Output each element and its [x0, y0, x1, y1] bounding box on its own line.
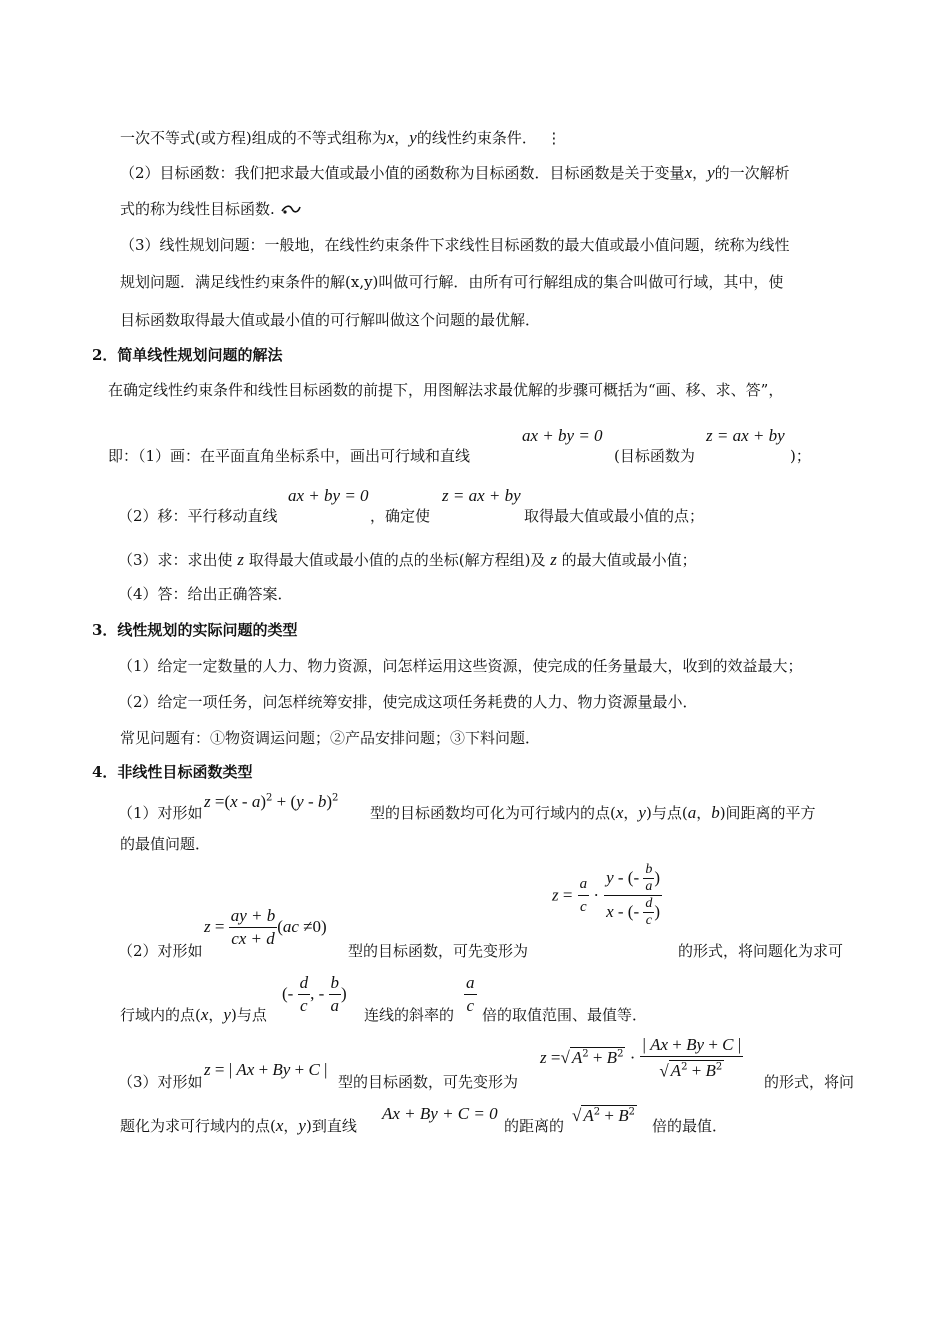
text: （1）对形如 — [118, 804, 203, 822]
text: 取得最大值或最小值的点的坐标(解方程组)及 — [248, 551, 546, 569]
section-4-heading — [92, 762, 252, 782]
formula-a-over-c: $\frac{a}{c}$ — [466, 973, 475, 1015]
step-draw — [108, 446, 470, 466]
var-x: x — [615, 803, 624, 822]
text: 的距离的 — [504, 1117, 565, 1135]
nonlinear-item-1-end — [120, 834, 210, 854]
text: 2．简单线性规划问题的解法 — [92, 346, 283, 364]
text: )间距离的平方 — [719, 804, 816, 822]
text: ，确定使 — [370, 507, 431, 525]
text: 连线的斜率的 — [364, 1006, 455, 1024]
text: 规划问题．满足线性约束条件的解(x,y)叫做可行解．由所有可行解组成的集合叫做可行域，其中，使 — [120, 273, 784, 291]
text: 型的目标函数均可化为可行域内的点( — [370, 804, 616, 822]
section-2-heading — [92, 345, 282, 365]
var-x: x — [684, 163, 693, 182]
text: 的线性约束条件． — [416, 129, 537, 147]
step-move-cont — [370, 506, 430, 526]
text: 一次不等式(或方程)组成的不等式组称为 — [120, 129, 387, 147]
var-b: b — [711, 803, 720, 822]
common-problems — [120, 728, 540, 748]
text: 目标函数取得最大值或最小值的可行解叫做这个问题的最优解． — [120, 311, 541, 329]
var-z: z — [237, 550, 244, 569]
nonlinear-item-3-line2-cont — [504, 1116, 564, 1136]
text: 型的目标函数，可先变形为 — [348, 942, 529, 960]
var-y: y — [707, 163, 715, 182]
text: （3）线性规划问题：一般地，在线性约束条件下求线性目标函数的最大值或最小值问题，统称为线性 — [120, 236, 790, 254]
text: （2）对形如 — [118, 942, 203, 960]
lp-problem-item — [120, 235, 790, 255]
nonlinear-item-3-line2 — [120, 1116, 357, 1136]
nonlinear-item-2 — [118, 941, 203, 961]
text: 取得最大值或最小值的点； — [524, 507, 705, 525]
step-draw-end — [790, 446, 811, 466]
comma: ， — [283, 1117, 299, 1135]
decorative-mark-icon — [280, 203, 302, 217]
objective-function-item — [120, 163, 790, 183]
text: （4）答：给出正确答案． — [118, 585, 293, 603]
text: )到直线 — [305, 1117, 357, 1135]
formula-absolute-linear: z = | Ax + By + C | — [204, 1060, 328, 1079]
text: （2）目标函数：我们把求最大值或最小值的函数称为目标函数．目标函数是关于变量 — [120, 164, 685, 182]
nonlinear-item-3-line2-end — [652, 1116, 727, 1136]
text: 4．非线性目标函数类型 — [92, 763, 253, 781]
comma: ， — [696, 804, 712, 822]
text: （3）求：求出使 — [118, 551, 233, 569]
step-draw-cont — [614, 446, 695, 466]
comma: ， — [394, 129, 410, 147]
nonlinear-item-2-cont — [348, 941, 528, 961]
nonlinear-item-2-line2-cont — [364, 1005, 454, 1025]
text: 式的称为线性目标函数. — [120, 200, 275, 218]
var-a: a — [687, 803, 697, 822]
nonlinear-item-3 — [118, 1072, 203, 1092]
comma: ， — [623, 804, 639, 822]
text: （3）对形如 — [118, 1073, 203, 1091]
text: （2）移：平行移动直线 — [118, 507, 278, 525]
text: 在确定线性约束条件和线性目标函数的前提下，用图解法求最优解的步骤可概括为“画、移、求、答”， — [108, 381, 784, 399]
section-3-heading — [92, 620, 297, 640]
step-move-end — [524, 506, 704, 526]
step-move — [118, 506, 278, 526]
text: （1）给定一定数量的人力、物力资源，问怎样运用这些资源，使完成的任务量最大，收到的效益最大； — [118, 657, 803, 675]
text: (目标函数为 — [614, 447, 695, 465]
text: 倍的最值． — [652, 1117, 728, 1135]
var-x: x — [386, 128, 395, 147]
formula-distance-squared: z =(x - a)$^2$ + (y - b)$^2$ — [204, 792, 339, 811]
text: 题化为求可行域内的点( — [120, 1117, 276, 1135]
text: 的形式，将问 — [764, 1073, 855, 1091]
type-item-1 — [118, 656, 803, 676]
formula-linear-fractional: z = $\frac{ay + b}{cx + d}$ (ac ≠0) — [204, 906, 327, 948]
marker-icon: ⋮ — [546, 129, 562, 147]
text: （2）给定一项任务，问怎样统筹安排，使完成这项任务耗费的人力、物力资源量最小． — [118, 693, 698, 711]
lp-problem-item-cont — [120, 272, 783, 292]
formula-sqrt-a2-b2: √ $A^2 + B^2$ — [572, 1106, 635, 1125]
nonlinear-item-2-end — [678, 941, 843, 961]
nonlinear-item-3-cont — [338, 1072, 518, 1092]
step-solve — [118, 550, 697, 570]
var-y: y — [409, 128, 417, 147]
formula-point: (- $\frac{d}{c}$ , - $\frac{b}{a}$ ) — [282, 973, 347, 1015]
text: 倍的取值范围、最值等． — [482, 1006, 648, 1024]
type-item-2 — [118, 692, 698, 712]
var-y: y — [638, 803, 646, 822]
equation-objective-2: z = ax + by — [442, 486, 521, 505]
step-answer — [118, 584, 293, 604]
nonlinear-item-2-line2 — [120, 1005, 267, 1025]
objective-function-item-cont — [120, 199, 302, 219]
text: )； — [790, 447, 811, 465]
nonlinear-item-1-cont — [370, 803, 816, 823]
text: 型的目标函数，可先变形为 — [338, 1073, 519, 1091]
formula-slope-form: z = $\frac{a}{c}$ · y - (- $\frac{b}{a}$ ) x - (- $\frac{d}{c}$ ) — [552, 862, 661, 928]
text: )与点 — [230, 1006, 267, 1024]
nonlinear-item-1 — [118, 803, 203, 823]
nonlinear-item-2-line2-end — [482, 1005, 647, 1025]
text: 即：（1）画：在平面直角坐标系中，画出可行域和直线 — [108, 447, 471, 465]
var-z: z — [550, 550, 557, 569]
lp-problem-item-cont2 — [120, 310, 540, 330]
equation-objective: z = ax + by — [706, 426, 785, 445]
text: 行域内的点( — [120, 1006, 201, 1024]
section-2-intro — [108, 380, 783, 400]
var-x: x — [200, 1005, 209, 1024]
comma: ， — [208, 1006, 224, 1024]
nonlinear-item-3-end — [764, 1072, 854, 1092]
text: 的最大值或最小值； — [561, 551, 697, 569]
var-x: x — [275, 1116, 284, 1135]
text: 3．线性规划的实际问题的类型 — [92, 621, 298, 639]
equation-line-ax-by-2: ax + by = 0 — [288, 486, 369, 505]
constraint-definition-line — [120, 128, 561, 148]
text: )与点( — [645, 804, 688, 822]
text: 的一次解析 — [714, 164, 790, 182]
text: 的形式，将问题化为求可 — [678, 942, 844, 960]
equation-line-ax-by: ax + by = 0 — [522, 426, 603, 445]
text: 的最值问题． — [120, 835, 211, 853]
var-y: y — [223, 1005, 231, 1024]
comma: ， — [692, 164, 708, 182]
text: 常见问题有：①物资调运问题；②产品安排问题；③下料问题． — [120, 729, 541, 747]
formula-distance-form: z =√ $A^2 + B^2$ · $\frac{| Ax + By + C |}{√ A^2 + B^2}$ — [540, 1035, 742, 1081]
var-y: y — [298, 1116, 306, 1135]
equation-line-general: Ax + By + C = 0 — [382, 1104, 498, 1123]
